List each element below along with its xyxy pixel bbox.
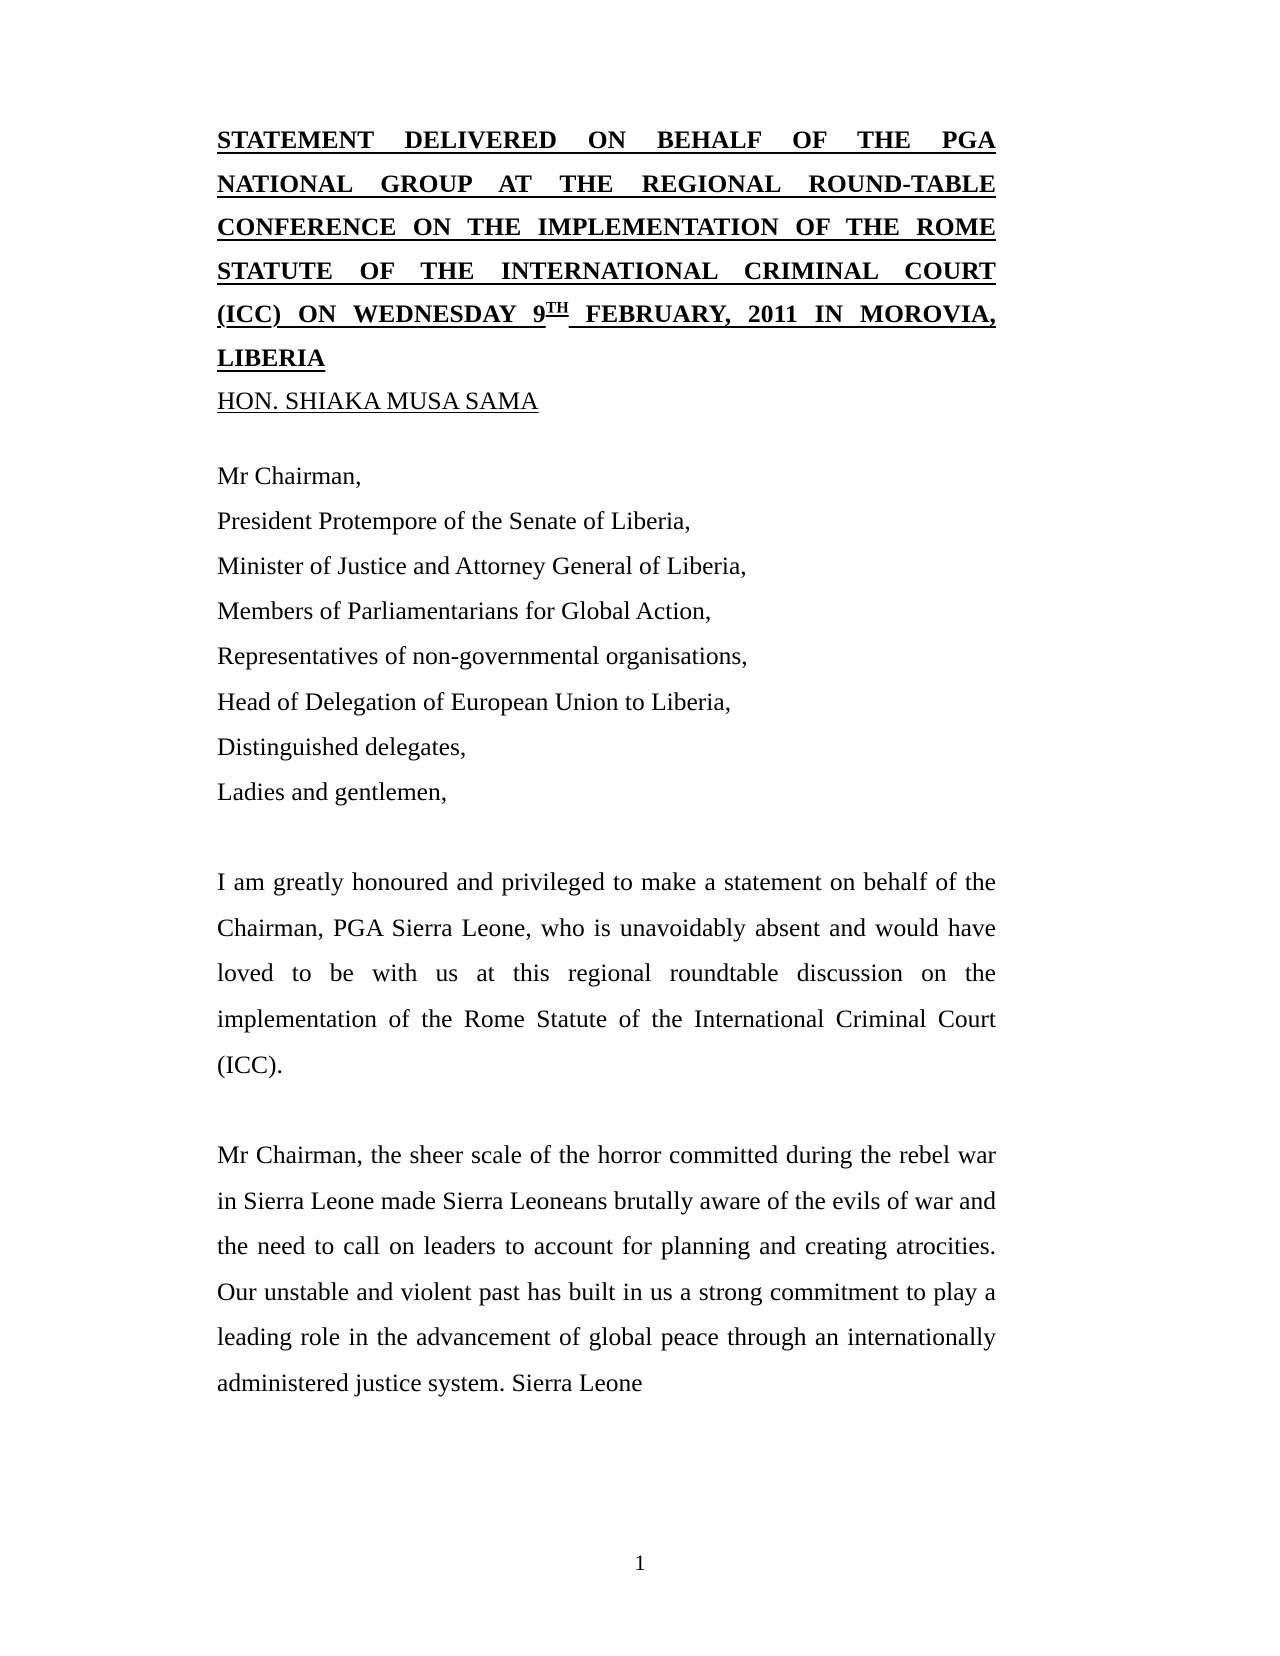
page-title xyxy=(217,118,996,379)
salutation-item: Ladies and gentlemen, xyxy=(217,776,448,806)
title-line-5-suffix: FEBRUARY, 2011 IN MOROVIA, xyxy=(568,299,996,328)
salutation-item: Mr Chairman, xyxy=(217,460,362,490)
salutation-item: Representatives of non-governmental organisations, xyxy=(217,641,748,671)
salutation-list xyxy=(217,453,996,815)
page-number: 1 xyxy=(634,1550,646,1575)
document-body xyxy=(217,118,996,1406)
salutation-item: Distinguished delegates, xyxy=(217,731,467,761)
byline-text: HON. SHIAKA MUSA SAMA xyxy=(217,386,539,415)
spacer-between-paragraphs xyxy=(217,1087,996,1132)
body-paragraph: Mr Chairman, the sheer scale of the horror committed during the rebel war in Sierra Leone made Sierra Leoneans brutally aware of the evils of war and the need to call on leaders to account for planning and creating atrocities. Our unstable and violent past has built in us a strong commitment to play a leading role in the advancement of global peace through an internationally administered justice system. Sierra Leone xyxy=(217,1140,996,1398)
salutation-item: Minister of Justice and Attorney General of Liberia, xyxy=(217,550,747,580)
title-line-5 xyxy=(217,292,996,336)
body-paragraph: I am greatly honoured and privileged to make a statement on behalf of the Chairman, PGA Sierra Leone, who is unavoidably absent and would have loved to be with us at this regional roundtable discussion on the implementation of the Rome Statute of the International Criminal Court (ICC). xyxy=(217,867,996,1079)
title-line-4: STATUTE OF THE INTERNATIONAL CRIMINAL COURT xyxy=(217,255,996,285)
salutation-item: Members of Parliamentarians for Global Action, xyxy=(217,596,712,626)
title-line-5-prefix: (ICC) ON WEDNESDAY 9 xyxy=(217,299,546,328)
title-line-1: STATEMENT DELIVERED ON BEHALF OF THE PGA xyxy=(217,125,996,154)
ordinal-suffix: TH xyxy=(545,299,569,317)
spacer-after-title xyxy=(217,423,996,453)
title-line-2: NATIONAL GROUP AT THE REGIONAL ROUND-TABLE xyxy=(217,168,996,198)
spacer-before-body xyxy=(217,814,996,859)
salutation-item: President Protempore of the Senate of Liberia, xyxy=(217,505,691,535)
title-line-3: CONFERENCE ON THE IMPLEMENTATION OF THE ROME xyxy=(217,212,996,241)
byline xyxy=(217,379,996,423)
title-line-6: LIBERIA xyxy=(217,342,326,372)
salutation-item: Head of Delegation of European Union to Liberia, xyxy=(217,686,732,716)
